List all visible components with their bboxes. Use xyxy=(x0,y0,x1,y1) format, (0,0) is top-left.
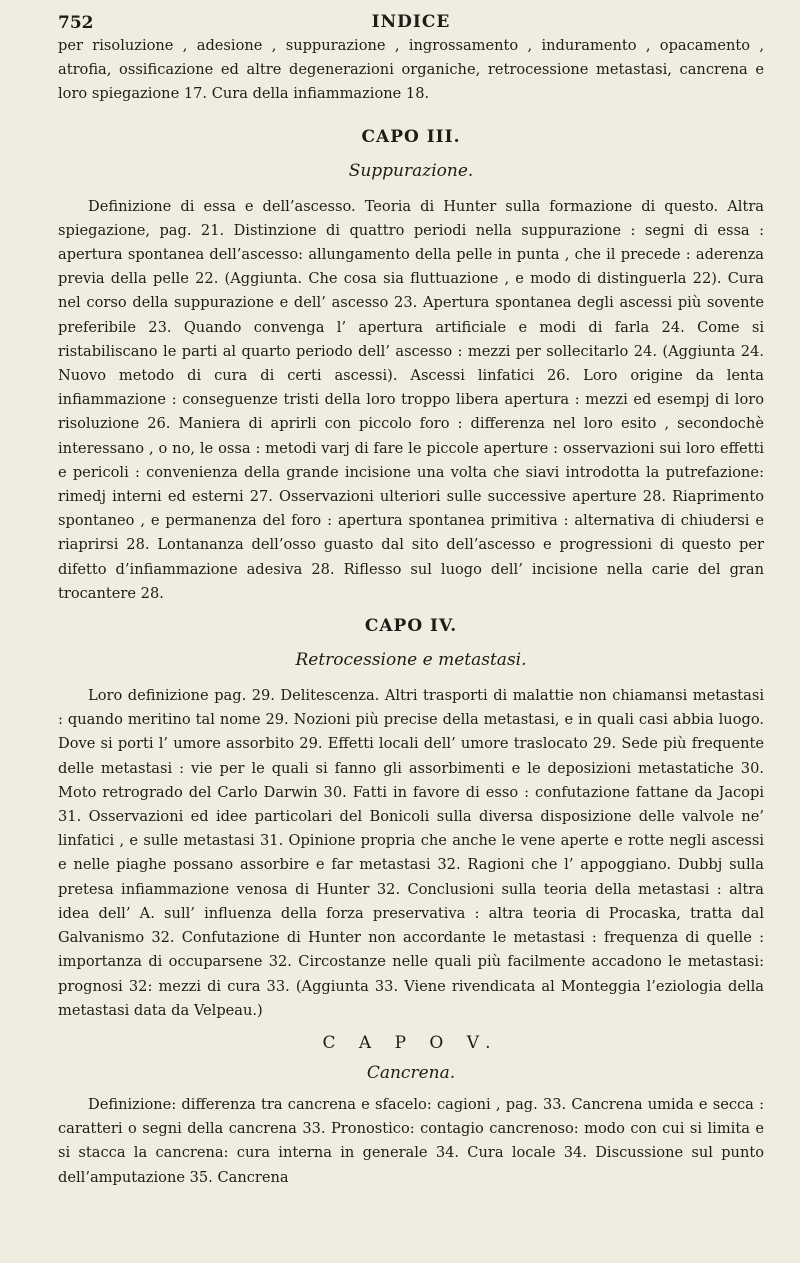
page-number: 752 xyxy=(58,13,94,33)
chapter-paragraph: Definizione di essa e dell’ascesso. Teoria di Hunter sulla formazione di questo. Altra spiegazione, pag. 21. Distinzione di quattro periodi nella suppurazione : segni di essa : apertura spontanea dell’ascesso: allungamento della pelle in punta , che il precede : aderenza previa della pelle 22. (Aggiunta. Che cosa sia fluttuazione , e modo di distinguerla 22). Cura nel corso della suppurazione e dell’ ascesso 23. Apertura spontanea degli ascessi più sovente preferibile 23. Quando convenga l’ apertura artificiale e modi di farla 24. Come si ristabiliscano le parti al quarto periodo dell’ ascesso : mezzi per sollecitarlo 24. (Aggiunta 24. Nuovo metodo di cura di certi ascessi). Ascessi linfatici 26. Loro origine da lenta infiammazione : conseguenze tristi della loro troppo libera apertura : mezzi ed esempj di loro risoluzione 26. Maniera di aprirli con piccolo foro : differenza nel loro esito , secondochè interessano , o no, le ossa : metodi varj di fare le piccole aperture : osservazioni sui loro effetti e pericoli : convenienza della grande incisione una volta che siavi introdotta la putrefazione: rimedj interni ed esterni 27. Osservazioni ulteriori sulle successive aperture 28. Riaprimento spontaneo , e permanenza del foro : apertura spontanea primitiva : alternativa di chiudersi e riaprirsi 28. Lontananza dell’osso guasto dal sito dell’ascesso e progressioni di questo per difetto d’infiammazione adesiva 28. Riflesso sul luogo dell’ incisione nella carie del gran trocantere 28. xyxy=(58,197,764,602)
chapter-paragraph: Definizione: differenza tra cancrena e sfacelo: cagioni , pag. 33. Cancrena umida e secca : caratteri o segni della cancrena 33. Pronostico: contagio cancrenoso: modo con cui si limita e si stacca la cancrena: cura interna in generale 34. Cura locale 34. Discussione sul punto dell’amputazione 35. Cancrena xyxy=(58,1095,764,1186)
chapter-paragraph: Loro definizione pag. 29. Delitescenza. Altri trasporti di malattie non chiamansi metastasi : quando meritino tal nome 29. Nozioni più precise della metastasi, e in quali casi abbia luogo. Dove si porti l’ umore assorbito 29. Effetti locali dell’ umore traslocato 29. Sede più frequente delle metastasi : vie per le quali si fanno gli assorbimenti e le deposizioni metastatiche 30. Moto retrogrado del Carlo Darwin 30. Fatti in favore di esso : confutazione fattane da Jacopi 31. Osservazioni ed idee particolari del Bonicoli sulla diversa disposizione delle valvole ne’ linfatici , e sulle metastasi 31. Opinione propria che anche le vene aperte e rotte negli ascessi e nelle piaghe possano assorbire e far metastasi 32. Ragioni che l’ appoggiano. Dubbj sulla pretesa infiammazione venosa di Hunter 32. Conclusioni sulla teoria della metastasi : altra idea dell’ A. sull’ influenza della forza preservativa : altra teoria di Procaska, tratta dal Galvanismo 32. Confutazione di Hunter non accordante le metastasi : frequenza di quelle : importanza di occuparsene 32. Circostanze nelle quali più facilmente accadono le metastasi: prognosi 32: mezzi di cura 33. (Aggiunta 33. Viene rivendicata al Monteggia l’eziologia della metastasi data da Velpeau.) xyxy=(58,687,764,1019)
chapter-heading: CAPO IV. xyxy=(364,616,458,637)
intro-paragraph: per risoluzione , adesione , suppurazione , ingrossamento , induramento , opacamento , atrofia, ossificazione ed altre degenerazioni organiche, retrocessione metastasi, cancrena e loro spiegazione 17. Cura della infiammazione 18. xyxy=(58,37,764,103)
chapter-title: Cancrena. xyxy=(366,1062,456,1083)
page-header xyxy=(58,0,764,34)
running-title: INDICE xyxy=(371,12,451,32)
chapter-heading: C A P O V. xyxy=(322,1032,500,1053)
chapter-heading: CAPO III. xyxy=(361,126,461,147)
chapter-title: Retrocessione e metastasi. xyxy=(295,650,527,671)
chapter-title: Suppurazione. xyxy=(348,160,474,181)
